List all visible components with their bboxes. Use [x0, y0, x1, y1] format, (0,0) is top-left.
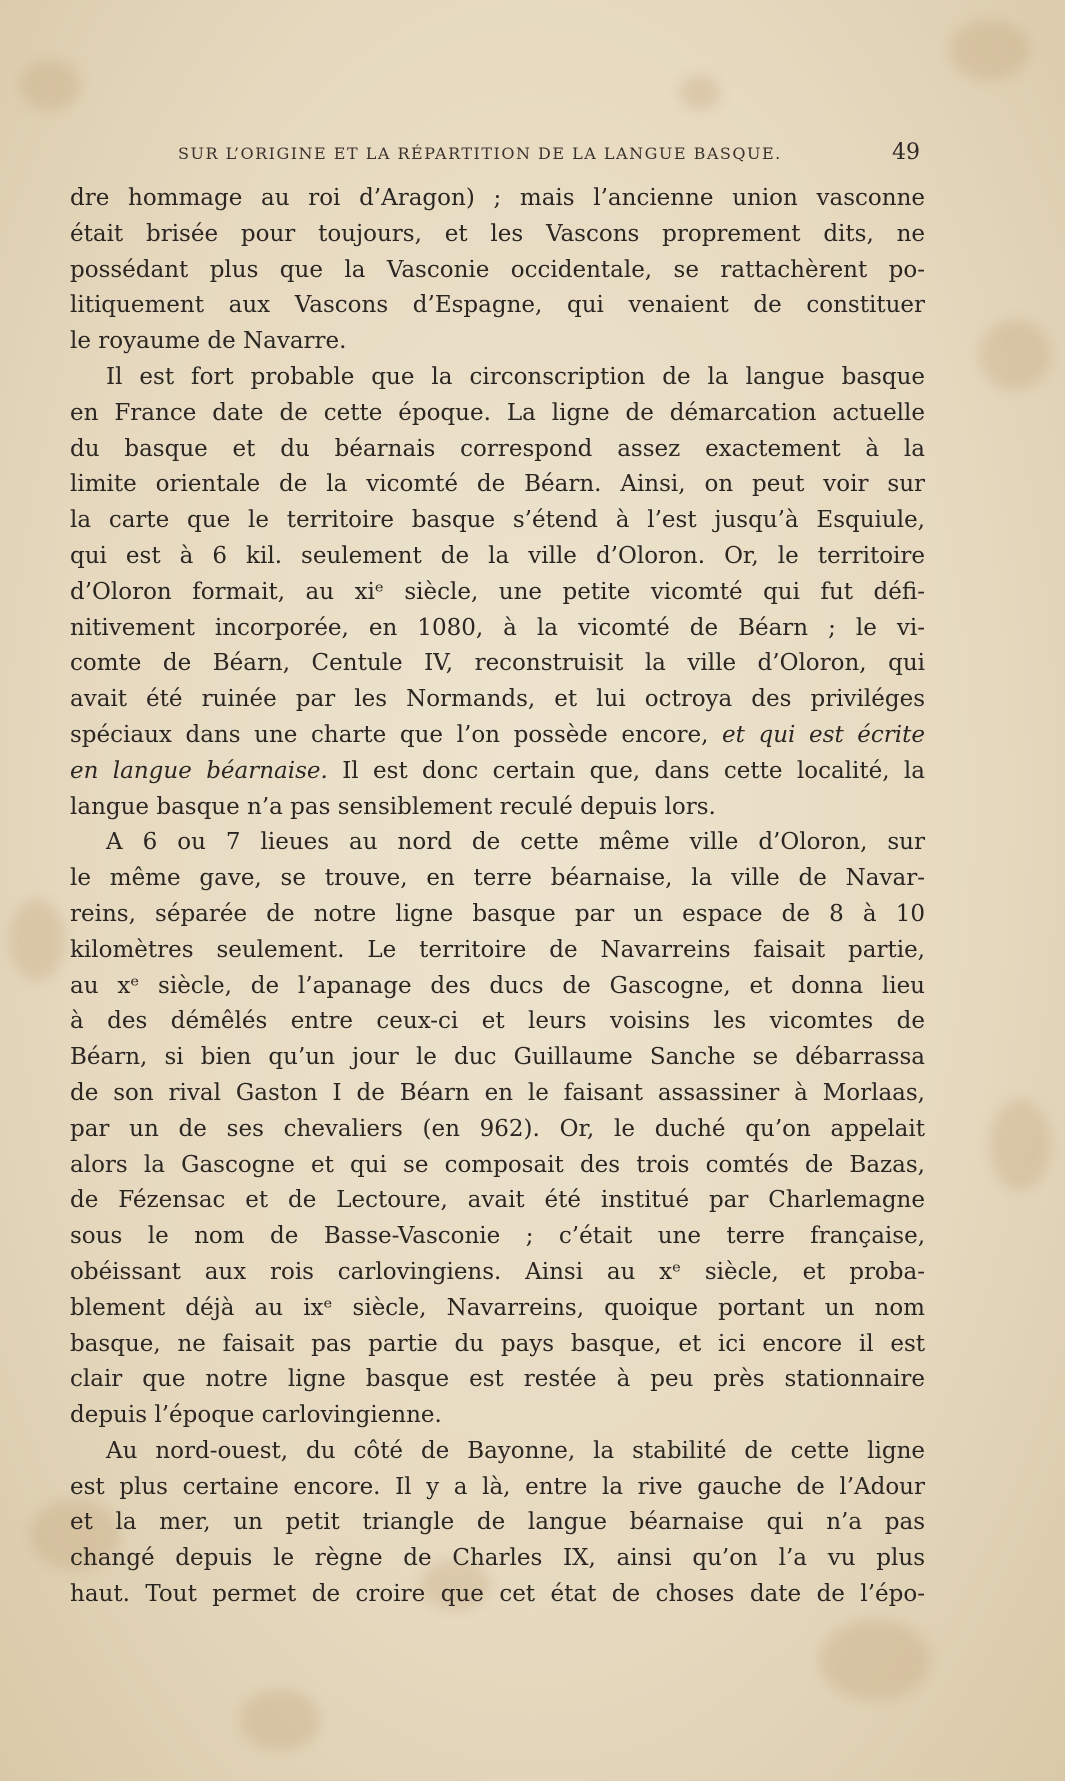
text-line: [70, 396, 925, 432]
line-text: au xᵉ siècle, de l’apanage des ducs de Gascogne, et donna lieu: [70, 972, 925, 999]
text-line: [70, 575, 925, 611]
line-text: du basque et du béarnais correspond assez exactement à la: [70, 435, 925, 462]
text-line: [70, 360, 925, 396]
text-line: [70, 324, 925, 360]
line-text: de son rival Gaston I de Béarn en le faisant assassiner à Morlaas,: [70, 1079, 925, 1106]
text-line: [70, 897, 925, 933]
line-text: Au nord-ouest, du côté de Bayonne, la stabilité de cette ligne: [106, 1437, 925, 1464]
text-line: [70, 1541, 925, 1577]
text-line: [70, 646, 925, 682]
line-text: langue basque n’a pas sensiblement reculé depuis lors.: [70, 793, 716, 820]
text-line: [70, 1577, 925, 1613]
line-text: Il est fort probable que la circonscription de la langue basque: [106, 363, 925, 390]
line-text: alors la Gascogne et qui se composait des trois comtés de Bazas,: [70, 1151, 925, 1178]
line-text: obéissant aux rois carlovingiens. Ainsi au xᵉ siècle, et proba-: [70, 1258, 925, 1285]
text-line: [70, 217, 925, 253]
page-number: 49: [892, 140, 920, 165]
text-line: [70, 1040, 925, 1076]
text-line: [70, 1470, 925, 1506]
text-line: [70, 754, 925, 790]
line-text: blement déjà au ixᵉ siècle, Navarreins, quoique portant un nom: [70, 1294, 925, 1321]
text-line: [70, 969, 925, 1005]
line-text: clair que notre ligne basque est restée à peu près stationnaire: [70, 1366, 925, 1393]
text-line: [70, 539, 925, 575]
line-text: Béarn, si bien qu’un jour le duc Guillaume Sanche se débarrassa: [70, 1044, 925, 1071]
text-line: [70, 1219, 925, 1255]
running-title: SUR L’ORIGINE ET LA RÉPARTITION DE LA LANGUE BASQUE.: [178, 144, 782, 163]
line-text: litiquement aux Vascons d’Espagne, qui venaient de constituer: [70, 292, 925, 319]
line-text: changé depuis le règne de Charles IX, ainsi qu’on l’a vu plus: [70, 1545, 925, 1572]
text-line: [70, 1255, 925, 1291]
body-text: [70, 181, 925, 1613]
text-line: [70, 861, 925, 897]
line-text: spéciaux dans une charte que l’on possède encore,: [70, 721, 709, 748]
text-line: [70, 611, 925, 647]
text-line: [70, 1004, 925, 1040]
line-text: possédant plus que la Vasconie occidentale, se rattachèrent po-: [70, 256, 925, 283]
text-line: [70, 1112, 925, 1148]
text-line: [70, 825, 925, 861]
text-line: [70, 503, 925, 539]
line-text: nitivement incorporée, en 1080, à la vicomté de Béarn ; le vi-: [70, 614, 925, 641]
text-line: [70, 1148, 925, 1184]
line-text: avait été ruinée par les Normands, et lui octroya des priviléges: [70, 686, 925, 713]
line-text: le royaume de Navarre.: [70, 328, 347, 355]
text-line: [70, 1434, 925, 1470]
line-text: reins, séparée de notre ligne basque par un espace de 8 à 10: [70, 900, 925, 927]
line-text: à des démêlés entre ceux-ci et leurs voisins les vicomtes de: [70, 1008, 925, 1035]
line-text: en France date de cette époque. La ligne de démarcation actuelle: [70, 399, 925, 426]
italic-text: et qui est écrite: [722, 721, 926, 748]
text-line: [70, 933, 925, 969]
line-tail: Il est donc certain que, dans cette localité, la: [327, 757, 925, 784]
text-line: [70, 1398, 925, 1434]
text-line: [70, 718, 925, 754]
text-line: [70, 1505, 925, 1541]
line-text: de Fézensac et de Lectoure, avait été institué par Charlemagne: [70, 1187, 925, 1214]
text-line: [70, 1291, 925, 1327]
line-text: qui est à 6 kil. seulement de la ville d’Oloron. Or, le territoire: [70, 542, 925, 569]
text-line: [70, 682, 925, 718]
italic-text: en langue béarnaise.: [70, 757, 328, 784]
text-line: [70, 1183, 925, 1219]
line-text: le même gave, se trouve, en terre béarnaise, la ville de Navar-: [70, 865, 925, 892]
text-line: [70, 1076, 925, 1112]
line-text: et la mer, un petit triangle de langue béarnaise qui n’a pas: [70, 1509, 925, 1536]
line-text: basque, ne faisait pas partie du pays basque, et ici encore il est: [70, 1330, 925, 1357]
text-line: [70, 1362, 925, 1398]
running-head: [178, 140, 920, 170]
line-text: d’Oloron formait, au xiᵉ siècle, une petite vicomté qui fut défi-: [70, 578, 925, 605]
line-text: par un de ses chevaliers (en 962). Or, le duché qu’on appelait: [70, 1115, 925, 1142]
line-text: sous le nom de Basse-Vasconie ; c’était une terre française,: [70, 1223, 925, 1250]
text-line: [70, 253, 925, 289]
text-line: [70, 288, 925, 324]
line-text: dre hommage au roi d’Aragon) ; mais l’ancienne union vasconne: [70, 185, 925, 211]
line-text: kilomètres seulement. Le territoire de Navarreins faisait partie,: [70, 936, 925, 963]
line-text: était brisée pour toujours, et les Vascons proprement dits, ne: [70, 220, 925, 247]
text-line: [70, 432, 925, 468]
text-line: [70, 790, 925, 826]
line-text: est plus certaine encore. Il y a là, entre la rive gauche de l’Adour: [70, 1473, 925, 1500]
text-line: [70, 467, 925, 503]
line-text: depuis l’époque carlovingienne.: [70, 1402, 442, 1429]
line-text: la carte que le territoire basque s’étend à l’est jusqu’à Esquiule,: [70, 507, 925, 534]
text-line: [70, 1327, 925, 1363]
line-text: limite orientale de la vicomté de Béarn. Ainsi, on peut voir sur: [70, 471, 925, 498]
line-text: A 6 ou 7 lieues au nord de cette même ville d’Oloron, sur: [106, 829, 925, 856]
line-text: comte de Béarn, Centule IV, reconstruisit la ville d’Oloron, qui: [70, 650, 925, 677]
text-line: [70, 181, 925, 217]
line-text: haut. Tout permet de croire que cet état de choses date de l’épo-: [70, 1581, 925, 1608]
